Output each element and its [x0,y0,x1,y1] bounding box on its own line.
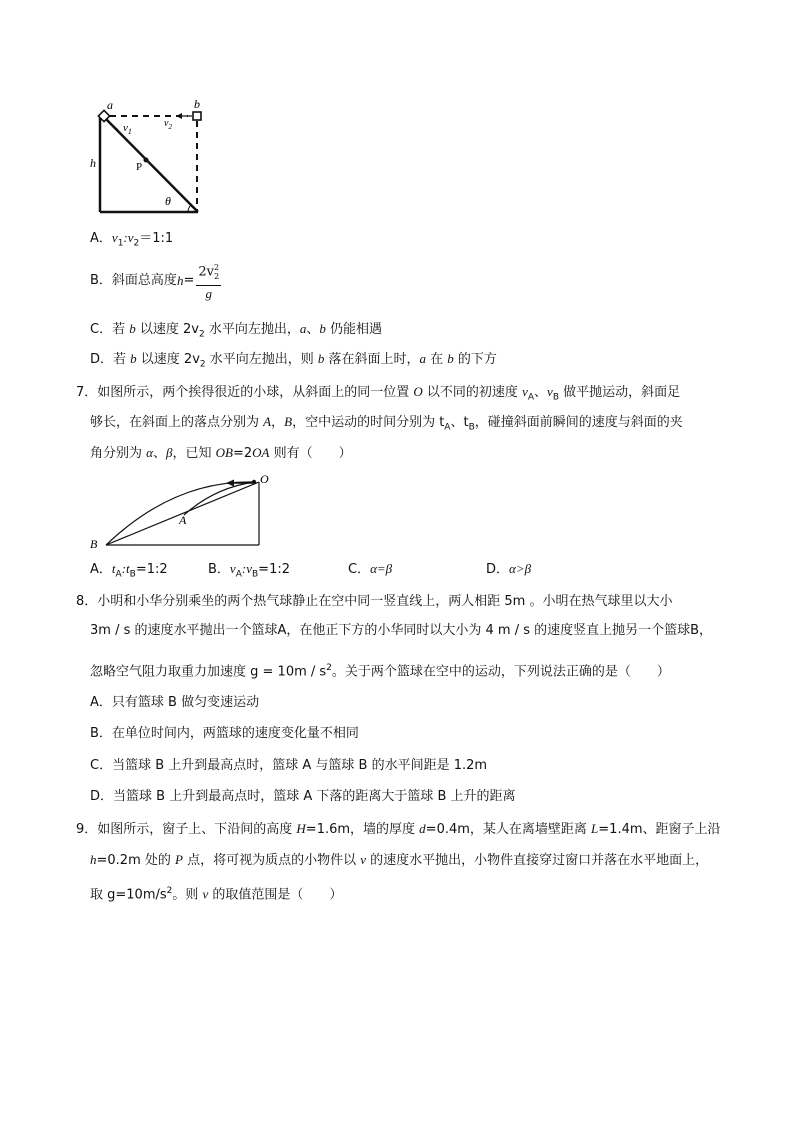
slope-line [104,117,198,212]
q9-stem-line3: 取 $g=10m/s^2$。则 v 的取值范围是（ ） [90,886,343,903]
label-p: P [136,161,143,173]
q7-stem-line2: 够长，在斜面上的落点分别为 A，B，空中运动的时间分别为 $t_A$、$t_B$，碰撞斜面前瞬间的速度与斜面的夹 [90,414,683,433]
q9-stem-line1: 9．如图所示，窗子上、下沿间的高度 H=1.6m，墙的厚度 d=0.4m，某人在离墙壁距离 L=1.4m、距窗子上沿 [76,821,721,837]
q8-stem-line2: 3m / s 的速度水平抛出一个篮球A，在他正下方的小华同时以大小为 4 m / s 的速度竖直上抛另一个篮球B， [90,623,713,638]
label-o: O [260,472,269,486]
label-b-point: B [90,537,98,551]
q8-option-c: C．当篮球 B 上升到最高点时，篮球 A 与篮球 B 的水平间距是 1.2m [90,758,488,773]
label-h: h [90,156,96,170]
label-v2: $v_2$ [164,118,172,131]
label-a-point: A [179,513,187,527]
q7-option-d: D．α>β [486,561,532,577]
q7-option-c: C．α=β [348,561,393,577]
q9-stem-line2: h=0.2m 处的 P 点，将可视为质点的小物件以 v 的速度水平抛出，小物件直接穿过窗口并落在水平地面上， [90,852,709,868]
q6-option-b: B．斜面总高度h= $\frac{2v^2_2}{g}$ [90,260,221,302]
q6-option-c: C．若 b 以速度 $2v_2$ 水平向左抛出，a、b 仍能相遇 [90,321,382,340]
label-v1: $v_1$ [123,122,132,136]
q8-stem-line1: 8．小明和小华分别乘坐的两个热气球静止在空中同一竖直线上，两人相距 5m 。小明在热气球里以大小 [76,594,673,609]
v2-arrowhead [176,113,182,119]
q7-stem-line1: 7．如图所示，两个挨得很近的小球，从斜面上的同一位置 O 以不同的初速度 $v_A$、$v_B$ 做平抛运动，斜面足 [76,384,681,403]
velocity-arrowhead [226,480,234,487]
q7-option-b: B．$v_A:v_B=1:2$ [208,561,290,580]
label-theta: θ [165,194,171,208]
q8-option-d: D．当篮球 B 上升到最高点时，篮球 A 下落的距离大于篮球 B 上升的距离 [90,789,516,804]
q7-option-a: A．$t_A:t_B=1:2$ [90,561,168,580]
v1-arrow [109,122,118,130]
q6-option-a: A．$v_1:v_2=1:1$ [90,230,174,249]
label-a: a [107,98,113,112]
slope-projectile-figure [84,470,284,552]
label-b: b [194,97,200,111]
height-fraction: $\frac{2v^2_2}{g}$ [196,260,221,302]
q8-option-a: A．只有篮球 B 做匀变速运动 [90,695,260,710]
ball-o [252,480,256,484]
ball-b [193,112,201,120]
q8-option-b: B．在单位时间内，两篮球的速度变化量不相同 [90,726,359,741]
q6-option-d: D．若 b 以速度 $2v_2$ 水平向左抛出，则 b 落在斜面上时，a 在 b 的下方 [90,351,497,370]
incline-figure [80,95,220,220]
point-p [144,158,149,163]
q8-stem-line3: 忽略空气阻力取重力加速度 $g = 10m / s^2$。关于两个篮球在空中的运动，下列说法正确的是（ ） [90,663,670,680]
q7-stem-line3: 角分别为 α、β，已知 OB=2OA 则有（ ） [90,445,352,461]
